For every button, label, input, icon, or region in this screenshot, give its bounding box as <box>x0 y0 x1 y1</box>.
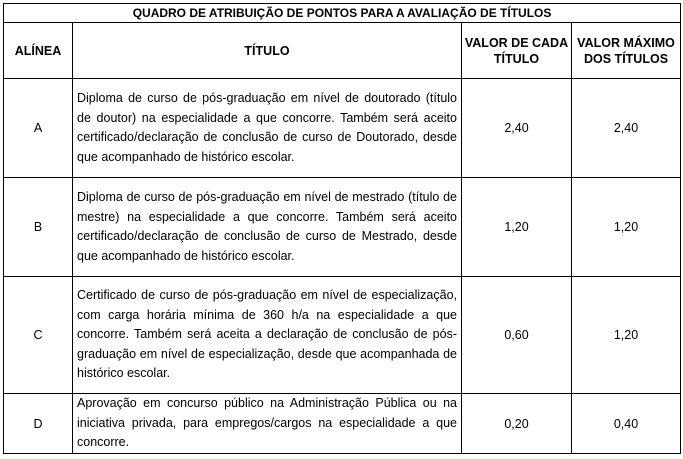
row-alinea: C <box>4 277 73 394</box>
table-header-row <box>4 23 681 79</box>
table-title: QUADRO DE ATRIBUIÇÃO DE PONTOS PARA A AVALIAÇÃO DE TÍTULOS <box>4 4 681 23</box>
row-alinea: A <box>4 79 73 178</box>
table-title-row <box>4 4 681 23</box>
table-row <box>4 178 681 277</box>
row-valor-maximo: 1,20 <box>572 178 681 277</box>
header-alinea: ALÍNEA <box>4 23 73 79</box>
row-titulo: Aprovação em concurso público na Administração Pública ou na iniciativa privada, para empregos/cargos na especialidade a que concorre. <box>73 394 462 454</box>
row-valor-maximo: 2,40 <box>572 79 681 178</box>
row-valor-cada: 1,20 <box>462 178 572 277</box>
table-row <box>4 79 681 178</box>
points-table <box>3 3 681 454</box>
row-titulo: Certificado de curso de pós-graduação em nível de especialização, com carga horária mínima de 360 h/a na especialidade a que concorre. Também será aceita a declaração de conclusão de pós-graduação em nível de especialização, desde que acompanhada de histórico escolar. <box>73 277 462 394</box>
row-valor-cada: 2,40 <box>462 79 572 178</box>
row-alinea: B <box>4 178 73 277</box>
table-row <box>4 394 681 454</box>
row-alinea: D <box>4 394 73 454</box>
row-valor-cada: 0,60 <box>462 277 572 394</box>
row-valor-maximo: 0,40 <box>572 394 681 454</box>
row-titulo: Diploma de curso de pós-graduação em nível de doutorado (título de doutor) na especialidade a que concorre. Também será aceito certificado/declaração de conclusão de curso de Doutorado, desde que acompanhado de histórico escolar. <box>73 79 462 178</box>
header-titulo: TÍTULO <box>73 23 462 79</box>
table-row <box>4 277 681 394</box>
header-valor-cada: VALOR DE CADA TÍTULO <box>462 23 572 79</box>
row-titulo: Diploma de curso de pós-graduação em nível de mestrado (título de mestre) na especialidade a que concorre. Também será aceito certificado/declaração de conclusão de curso de Mestrado, desde que acompanhado de histórico escolar. <box>73 178 462 277</box>
row-valor-maximo: 1,20 <box>572 277 681 394</box>
document-page <box>3 3 680 454</box>
row-valor-cada: 0,20 <box>462 394 572 454</box>
header-valor-maximo: VALOR MÁXIMO DOS TÍTULOS <box>572 23 681 79</box>
